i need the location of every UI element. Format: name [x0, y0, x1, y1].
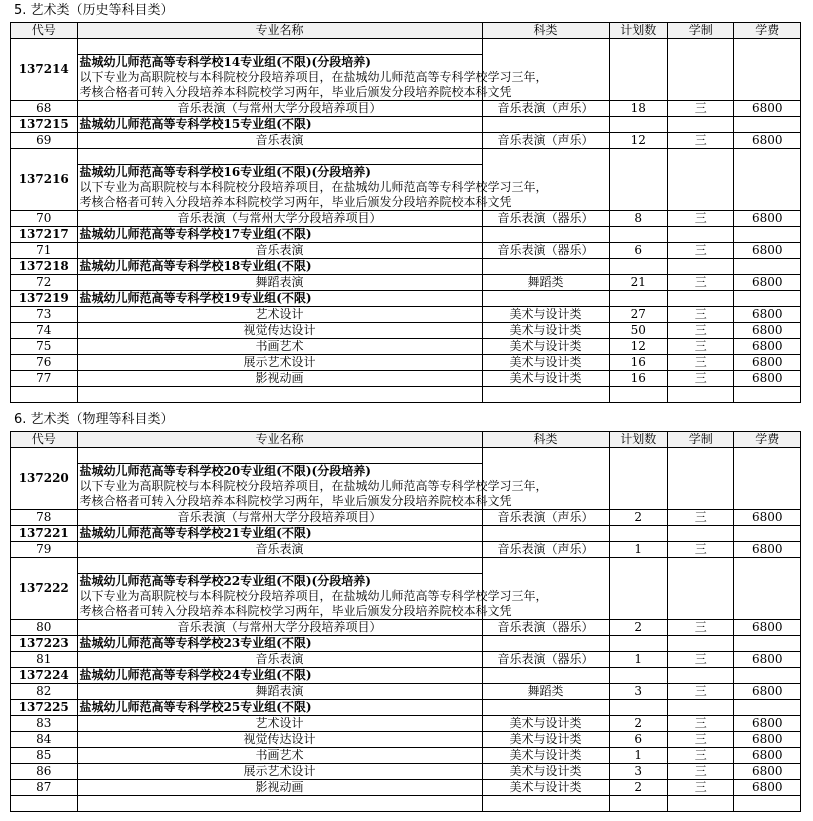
- major-name: 舞蹈表演: [77, 275, 482, 291]
- table-row: [11, 716, 801, 732]
- study-years: 三: [667, 652, 734, 668]
- table-header-row: [11, 432, 801, 448]
- group-code: 137222: [11, 558, 78, 620]
- tuition-fee: 6800: [734, 620, 801, 636]
- major-category: 音乐表演（声乐）: [482, 542, 609, 558]
- group-name: 盐城幼儿师范高等专科学校25专业组(不限): [77, 700, 482, 716]
- column-header: 学费: [734, 432, 801, 448]
- plan-count: 16: [609, 355, 667, 371]
- group-name: 盐城幼儿师范高等专科学校14专业组(不限)(分段培养): [77, 55, 482, 71]
- group-name: 盐城幼儿师范高等专科学校24专业组(不限): [77, 668, 482, 684]
- major-name: 音乐表演: [77, 133, 482, 149]
- study-years: 三: [667, 323, 734, 339]
- group-description: 考核合格者可转入分段培养本科院校学习两年，毕业后颁发分段培养院校本科文凭: [77, 494, 482, 510]
- plan-count: 3: [609, 764, 667, 780]
- group-row: [11, 636, 801, 652]
- empty-cell: [609, 796, 667, 812]
- plan-count: 2: [609, 780, 667, 796]
- major-category: 美术与设计类: [482, 323, 609, 339]
- empty-cell: [667, 526, 734, 542]
- table-row: [11, 542, 801, 558]
- major-number: 68: [11, 101, 78, 117]
- plan-count: 2: [609, 716, 667, 732]
- study-years: 三: [667, 243, 734, 259]
- empty-cell: [77, 796, 482, 812]
- empty-cell: [734, 558, 801, 620]
- major-name: 影视动画: [77, 780, 482, 796]
- study-years: 三: [667, 371, 734, 387]
- empty-cell: [609, 448, 667, 510]
- major-number: 72: [11, 275, 78, 291]
- major-category: 音乐表演（声乐）: [482, 101, 609, 117]
- plan-count: 6: [609, 243, 667, 259]
- tuition-fee: 6800: [734, 243, 801, 259]
- study-years: 三: [667, 355, 734, 371]
- tuition-fee: 6800: [734, 307, 801, 323]
- empty-cell: [482, 668, 609, 684]
- major-name: 音乐表演: [77, 542, 482, 558]
- admission-table: [10, 22, 801, 403]
- empty-cell: [609, 636, 667, 652]
- major-number: 81: [11, 652, 78, 668]
- empty-row: [11, 796, 801, 812]
- empty-cell: [482, 291, 609, 307]
- major-name: 音乐表演: [77, 243, 482, 259]
- group-code: 137223: [11, 636, 78, 652]
- group-blank: [77, 39, 482, 55]
- major-category: 音乐表演（声乐）: [482, 510, 609, 526]
- plan-count: 6: [609, 732, 667, 748]
- table-row: [11, 748, 801, 764]
- group-description: 以下专业为高职院校与本科院校分段培养项目，在盐城幼儿师范高等专科学校学习三年，: [77, 180, 482, 195]
- admission-table: [10, 431, 801, 812]
- major-category: 美术与设计类: [482, 307, 609, 323]
- study-years: 三: [667, 620, 734, 636]
- group-name: 盐城幼儿师范高等专科学校20专业组(不限)(分段培养): [77, 464, 482, 480]
- table-row: [11, 780, 801, 796]
- group-code: 137214: [11, 39, 78, 101]
- major-name: 书画艺术: [77, 339, 482, 355]
- group-row: [11, 227, 801, 243]
- group-name: 盐城幼儿师范高等专科学校23专业组(不限): [77, 636, 482, 652]
- tuition-fee: 6800: [734, 355, 801, 371]
- major-number: 75: [11, 339, 78, 355]
- study-years: 三: [667, 780, 734, 796]
- table-row: [11, 275, 801, 291]
- column-header: 代号: [11, 23, 78, 39]
- study-years: 三: [667, 684, 734, 700]
- plan-count: 21: [609, 275, 667, 291]
- column-header: 代号: [11, 432, 78, 448]
- table-row: [11, 101, 801, 117]
- column-header: 专业名称: [77, 432, 482, 448]
- major-category: 美术与设计类: [482, 339, 609, 355]
- empty-cell: [482, 796, 609, 812]
- empty-cell: [667, 117, 734, 133]
- major-name: 音乐表演（与常州大学分段培养项目）: [77, 101, 482, 117]
- empty-cell: [667, 796, 734, 812]
- plan-count: 12: [609, 339, 667, 355]
- major-category: 美术与设计类: [482, 355, 609, 371]
- empty-cell: [667, 39, 734, 101]
- empty-cell: [667, 700, 734, 716]
- tuition-fee: 6800: [734, 101, 801, 117]
- major-name: 音乐表演（与常州大学分段培养项目）: [77, 510, 482, 526]
- column-header: 科类: [482, 432, 609, 448]
- major-number: 86: [11, 764, 78, 780]
- empty-cell: [667, 387, 734, 403]
- empty-cell: [734, 387, 801, 403]
- table-row: [11, 652, 801, 668]
- major-name: 视觉传达设计: [77, 732, 482, 748]
- major-name: 展示艺术设计: [77, 764, 482, 780]
- tuition-fee: 6800: [734, 732, 801, 748]
- group-name: 盐城幼儿师范高等专科学校15专业组(不限): [77, 117, 482, 133]
- tuition-fee: 6800: [734, 339, 801, 355]
- empty-cell: [667, 227, 734, 243]
- plan-count: 18: [609, 101, 667, 117]
- group-code: 137221: [11, 526, 78, 542]
- empty-cell: [734, 668, 801, 684]
- major-name: 展示艺术设计: [77, 355, 482, 371]
- empty-cell: [482, 700, 609, 716]
- empty-cell: [482, 387, 609, 403]
- major-name: 影视动画: [77, 371, 482, 387]
- group-description: 以下专业为高职院校与本科院校分段培养项目，在盐城幼儿师范高等专科学校学习三年，: [77, 479, 482, 494]
- plan-count: 1: [609, 542, 667, 558]
- table-row: [11, 339, 801, 355]
- group-row: [11, 259, 801, 275]
- empty-cell: [734, 227, 801, 243]
- group-description: 考核合格者可转入分段培养本科院校学习两年，毕业后颁发分段培养院校本科文凭: [77, 85, 482, 101]
- plan-count: 12: [609, 133, 667, 149]
- major-category: 舞蹈类: [482, 684, 609, 700]
- table-row: [11, 732, 801, 748]
- major-number: 74: [11, 323, 78, 339]
- group-name: 盐城幼儿师范高等专科学校22专业组(不限)(分段培养): [77, 574, 482, 590]
- major-category: 美术与设计类: [482, 780, 609, 796]
- study-years: 三: [667, 748, 734, 764]
- major-name: 艺术设计: [77, 716, 482, 732]
- empty-cell: [609, 227, 667, 243]
- empty-cell: [734, 117, 801, 133]
- major-name: 视觉传达设计: [77, 323, 482, 339]
- major-number: 82: [11, 684, 78, 700]
- group-code: 137217: [11, 227, 78, 243]
- section-title: 5. 艺术类（历史等科目类）: [14, 3, 174, 18]
- plan-count: 1: [609, 748, 667, 764]
- study-years: 三: [667, 101, 734, 117]
- major-number: 77: [11, 371, 78, 387]
- study-years: 三: [667, 275, 734, 291]
- major-number: 76: [11, 355, 78, 371]
- major-number: 84: [11, 732, 78, 748]
- empty-cell: [734, 700, 801, 716]
- tuition-fee: 6800: [734, 542, 801, 558]
- empty-cell: [482, 526, 609, 542]
- major-category: 音乐表演（器乐）: [482, 211, 609, 227]
- table-row: [11, 764, 801, 780]
- group-row: [11, 39, 801, 55]
- major-number: 83: [11, 716, 78, 732]
- group-blank: [77, 149, 482, 165]
- major-category: 美术与设计类: [482, 716, 609, 732]
- tuition-fee: 6800: [734, 684, 801, 700]
- empty-cell: [609, 291, 667, 307]
- group-row: [11, 668, 801, 684]
- plan-count: 8: [609, 211, 667, 227]
- major-category: 美术与设计类: [482, 748, 609, 764]
- empty-cell: [609, 39, 667, 101]
- group-description: 以下专业为高职院校与本科院校分段培养项目，在盐城幼儿师范高等专科学校学习三年，: [77, 70, 482, 85]
- study-years: 三: [667, 542, 734, 558]
- major-name: 舞蹈表演: [77, 684, 482, 700]
- table-row: [11, 133, 801, 149]
- major-category: 美术与设计类: [482, 764, 609, 780]
- tuition-fee: 6800: [734, 780, 801, 796]
- table-row: [11, 243, 801, 259]
- tuition-fee: 6800: [734, 133, 801, 149]
- empty-cell: [667, 291, 734, 307]
- empty-row: [11, 387, 801, 403]
- major-number: 80: [11, 620, 78, 636]
- major-category: 音乐表演（器乐）: [482, 243, 609, 259]
- group-code: 137225: [11, 700, 78, 716]
- major-number: 71: [11, 243, 78, 259]
- group-row: [11, 448, 801, 464]
- group-code: 137216: [11, 149, 78, 211]
- major-number: 73: [11, 307, 78, 323]
- tuition-fee: 6800: [734, 748, 801, 764]
- study-years: 三: [667, 211, 734, 227]
- group-name: 盐城幼儿师范高等专科学校18专业组(不限): [77, 259, 482, 275]
- plan-count: 2: [609, 620, 667, 636]
- empty-cell: [609, 700, 667, 716]
- empty-cell: [667, 149, 734, 211]
- empty-cell: [734, 291, 801, 307]
- empty-cell: [734, 149, 801, 211]
- group-row: [11, 117, 801, 133]
- empty-cell: [734, 259, 801, 275]
- plan-count: 1: [609, 652, 667, 668]
- study-years: 三: [667, 510, 734, 526]
- empty-cell: [609, 668, 667, 684]
- group-code: 137215: [11, 117, 78, 133]
- major-category: 舞蹈类: [482, 275, 609, 291]
- empty-cell: [734, 39, 801, 101]
- column-header: 学费: [734, 23, 801, 39]
- group-row: [11, 700, 801, 716]
- empty-cell: [482, 117, 609, 133]
- group-row: [11, 149, 801, 165]
- group-name: 盐城幼儿师范高等专科学校19专业组(不限): [77, 291, 482, 307]
- study-years: 三: [667, 716, 734, 732]
- study-years: 三: [667, 732, 734, 748]
- empty-cell: [609, 149, 667, 211]
- column-header: 学制: [667, 23, 734, 39]
- major-number: 69: [11, 133, 78, 149]
- major-name: 音乐表演（与常州大学分段培养项目）: [77, 620, 482, 636]
- major-number: 85: [11, 748, 78, 764]
- empty-cell: [734, 796, 801, 812]
- major-category: 音乐表演（声乐）: [482, 133, 609, 149]
- plan-count: 50: [609, 323, 667, 339]
- empty-cell: [667, 636, 734, 652]
- table-row: [11, 684, 801, 700]
- group-code: 137218: [11, 259, 78, 275]
- section-title: 6. 艺术类（物理等科目类）: [14, 412, 174, 427]
- plan-count: 3: [609, 684, 667, 700]
- table-row: [11, 355, 801, 371]
- empty-cell: [734, 526, 801, 542]
- plan-count: 16: [609, 371, 667, 387]
- major-number: 78: [11, 510, 78, 526]
- empty-cell: [609, 526, 667, 542]
- group-blank: [77, 448, 482, 464]
- group-description: 以下专业为高职院校与本科院校分段培养项目，在盐城幼儿师范高等专科学校学习三年，: [77, 589, 482, 604]
- empty-cell: [734, 448, 801, 510]
- table-header-row: [11, 23, 801, 39]
- group-name: 盐城幼儿师范高等专科学校21专业组(不限): [77, 526, 482, 542]
- empty-cell: [609, 387, 667, 403]
- group-blank: [77, 558, 482, 574]
- empty-cell: [609, 558, 667, 620]
- group-code: 137224: [11, 668, 78, 684]
- empty-cell: [734, 636, 801, 652]
- table-row: [11, 620, 801, 636]
- study-years: 三: [667, 307, 734, 323]
- column-header: 计划数: [609, 23, 667, 39]
- tuition-fee: 6800: [734, 764, 801, 780]
- group-name: 盐城幼儿师范高等专科学校17专业组(不限): [77, 227, 482, 243]
- major-category: 音乐表演（器乐）: [482, 620, 609, 636]
- group-name: 盐城幼儿师范高等专科学校16专业组(不限)(分段培养): [77, 165, 482, 181]
- study-years: 三: [667, 339, 734, 355]
- tuition-fee: 6800: [734, 323, 801, 339]
- major-name: 音乐表演: [77, 652, 482, 668]
- table-row: [11, 510, 801, 526]
- table-row: [11, 211, 801, 227]
- empty-cell: [482, 259, 609, 275]
- group-row: [11, 558, 801, 574]
- table-row: [11, 323, 801, 339]
- tuition-fee: 6800: [734, 510, 801, 526]
- empty-cell: [609, 117, 667, 133]
- tuition-fee: 6800: [734, 211, 801, 227]
- column-header: 专业名称: [77, 23, 482, 39]
- major-category: 音乐表演（器乐）: [482, 652, 609, 668]
- empty-cell: [482, 227, 609, 243]
- table-row: [11, 371, 801, 387]
- tuition-fee: 6800: [734, 652, 801, 668]
- group-code: 137220: [11, 448, 78, 510]
- major-number: 79: [11, 542, 78, 558]
- study-years: 三: [667, 133, 734, 149]
- major-category: 美术与设计类: [482, 371, 609, 387]
- major-number: 70: [11, 211, 78, 227]
- empty-cell: [667, 259, 734, 275]
- column-header: 计划数: [609, 432, 667, 448]
- empty-cell: [667, 558, 734, 620]
- empty-cell: [667, 668, 734, 684]
- column-header: 科类: [482, 23, 609, 39]
- group-description: 考核合格者可转入分段培养本科院校学习两年，毕业后颁发分段培养院校本科文凭: [77, 195, 482, 211]
- empty-cell: [11, 387, 78, 403]
- plan-count: 27: [609, 307, 667, 323]
- empty-cell: [77, 387, 482, 403]
- study-years: 三: [667, 764, 734, 780]
- group-row: [11, 526, 801, 542]
- empty-cell: [482, 636, 609, 652]
- major-number: 87: [11, 780, 78, 796]
- tuition-fee: 6800: [734, 716, 801, 732]
- major-name: 音乐表演（与常州大学分段培养项目）: [77, 211, 482, 227]
- empty-cell: [609, 259, 667, 275]
- group-description: 考核合格者可转入分段培养本科院校学习两年，毕业后颁发分段培养院校本科文凭: [77, 604, 482, 620]
- major-name: 艺术设计: [77, 307, 482, 323]
- major-category: 美术与设计类: [482, 732, 609, 748]
- group-row: [11, 291, 801, 307]
- empty-cell: [667, 448, 734, 510]
- table-row: [11, 307, 801, 323]
- plan-count: 2: [609, 510, 667, 526]
- major-name: 书画艺术: [77, 748, 482, 764]
- group-code: 137219: [11, 291, 78, 307]
- tuition-fee: 6800: [734, 275, 801, 291]
- column-header: 学制: [667, 432, 734, 448]
- tuition-fee: 6800: [734, 371, 801, 387]
- empty-cell: [11, 796, 78, 812]
